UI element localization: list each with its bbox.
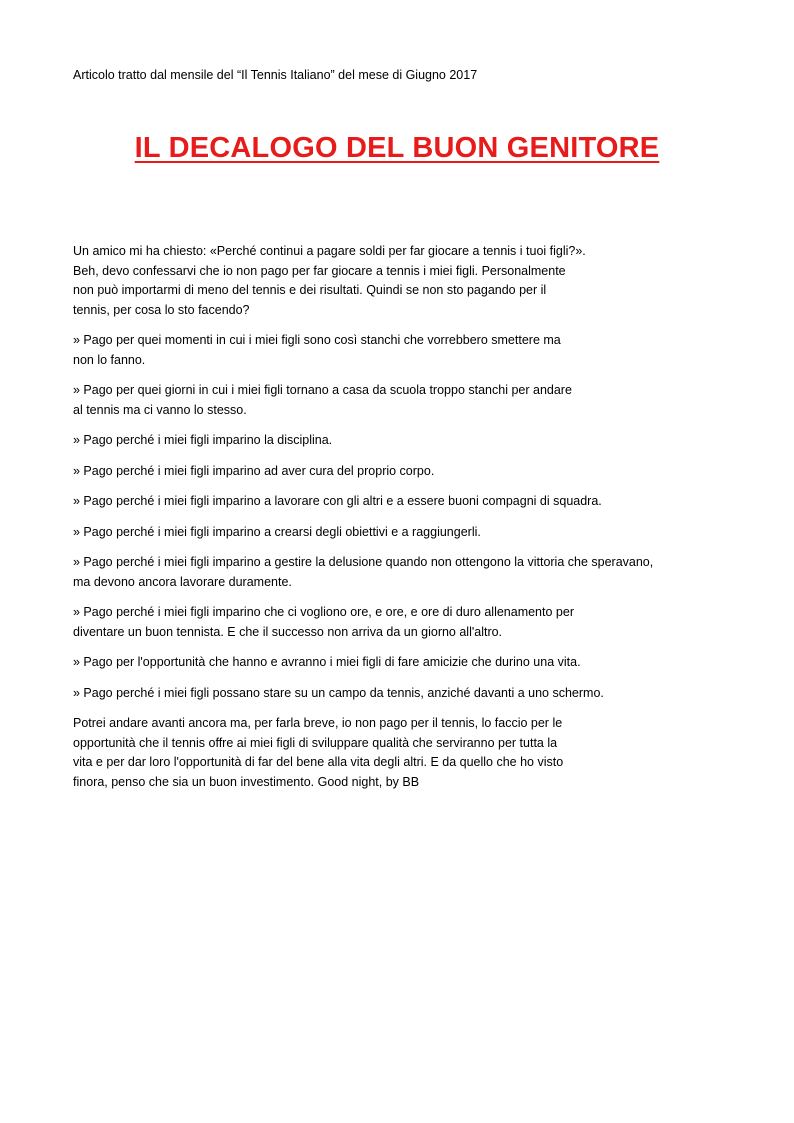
paragraph-line: » Pago perché i miei figli imparino che ci vogliono ore, e ore, e ore di duro allenamento per xyxy=(73,605,574,619)
article-paragraph xyxy=(73,242,723,320)
paragraph-line: » Pago perché i miei figli imparino a gestire la delusione quando non ottengono la vittoria che speravano, xyxy=(73,555,654,569)
paragraph-line: » Pago perché i miei figli imparino ad aver cura del proprio corpo. xyxy=(73,463,435,478)
paragraph-line: » Pago per quei momenti in cui i miei figli sono così stanchi che vorrebbero smettere ma xyxy=(73,333,561,347)
page-title-text: IL DECALOGO DEL BUON GENITORE xyxy=(134,132,660,164)
paragraph-line: finora, penso che sia un buon investimento. Good night, by BB xyxy=(73,774,420,789)
paragraph-line: » Pago perché i miei figli imparino la disciplina. xyxy=(73,433,333,447)
article-paragraph xyxy=(73,331,723,370)
article-paragraph xyxy=(73,684,723,704)
article-paragraph xyxy=(73,492,723,512)
paragraph-line: » Pago per quei giorni in cui i miei figli tornano a casa da scuola troppo stanchi per andare xyxy=(73,383,572,397)
article-paragraph xyxy=(73,523,723,543)
page-title xyxy=(0,128,794,168)
paragraph-line: vita e per dar loro l'opportunità di far del bene alla vita degli altri. E da quello che ho visto xyxy=(73,755,564,769)
paragraph-line: opportunità che il tennis offre ai miei figli di sviluppare qualità che serviranno per tutta la xyxy=(73,735,558,750)
paragraph-line: » Pago perché i miei figli imparino a crearsi degli obiettivi e a raggiungerli. xyxy=(73,524,481,539)
paragraph-line: Potrei andare avanti ancora ma, per farla breve, io non pago per il tennis, lo faccio per le xyxy=(73,716,563,730)
article-paragraph xyxy=(73,381,723,420)
paragraph-line: » Pago perché i miei figli imparino a lavorare con gli altri e a essere buoni compagni di squadra. xyxy=(73,494,602,508)
paragraph-line: diventare un buon tennista. E che il successo non arriva da un giorno all'altro. xyxy=(73,624,503,639)
paragraph-line: tennis, per cosa lo sto facendo? xyxy=(73,302,250,317)
article-paragraph xyxy=(73,462,723,482)
paragraph-line: non può importarmi di meno del tennis e dei risultati. Quindi se non sto pagando per il xyxy=(73,283,547,297)
article-paragraph xyxy=(73,603,723,642)
paragraph-line: » Pago perché i miei figli possano stare su un campo da tennis, anziché davanti a uno schermo. xyxy=(73,685,604,700)
article-body xyxy=(73,242,723,803)
paragraph-line: al tennis ma ci vanno lo stesso. xyxy=(73,402,247,417)
article-paragraph xyxy=(73,553,723,592)
source-line: Articolo tratto dal mensile del “Il Tennis Italiano” del mese di Giugno 2017 xyxy=(73,68,478,82)
paragraph-line: » Pago per l'opportunità che hanno e avranno i miei figli di fare amicizie che durino una vita. xyxy=(73,655,581,669)
article-paragraph xyxy=(73,431,723,451)
paragraph-line: non lo fanno. xyxy=(73,352,146,367)
article-paragraph xyxy=(73,714,723,792)
paragraph-line: ma devono ancora lavorare duramente. xyxy=(73,574,292,589)
article-paragraph xyxy=(73,653,723,673)
paragraph-line: Un amico mi ha chiesto: «Perché continui a pagare soldi per far giocare a tennis i tuoi figli?». xyxy=(73,244,586,258)
paragraph-line: Beh, devo confessarvi che io non pago per far giocare a tennis i miei figli. Personalmente xyxy=(73,263,566,278)
